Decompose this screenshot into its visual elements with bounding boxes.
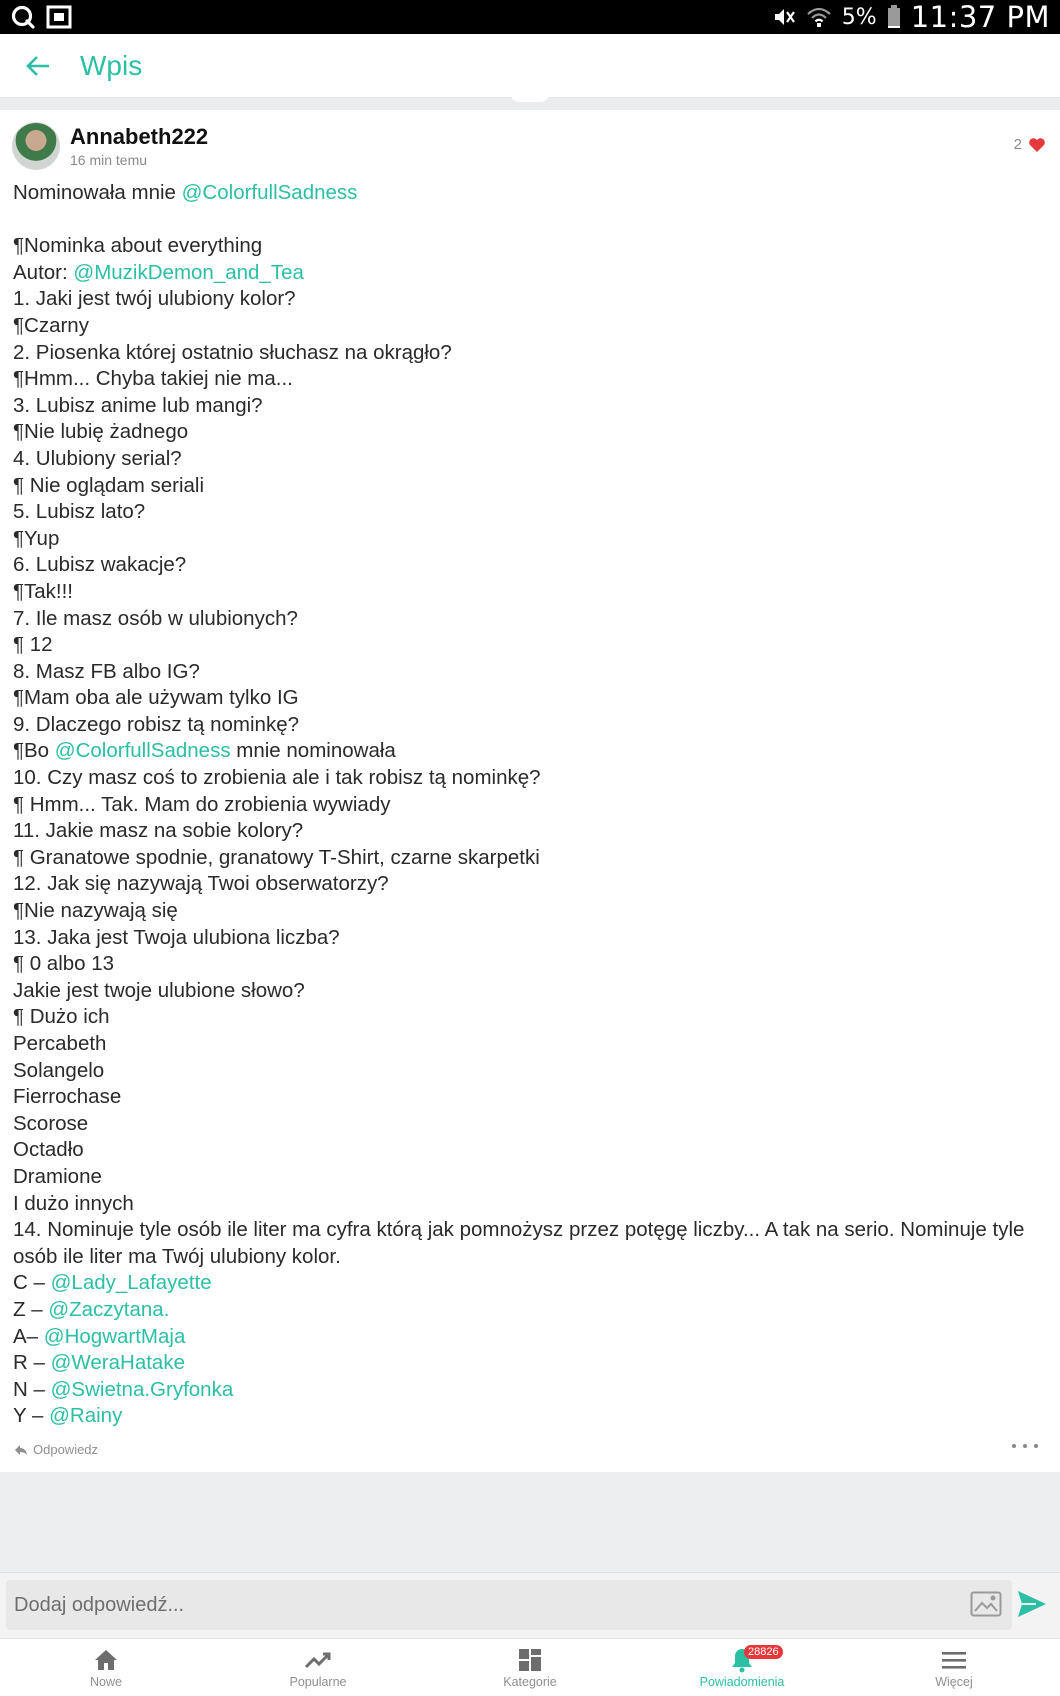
like-count: 2 xyxy=(1013,136,1022,153)
post-line xyxy=(13,871,1045,898)
user-mention-link[interactable]: @Lady_Lafayette xyxy=(50,1271,212,1295)
post-text: Octadło xyxy=(13,1138,84,1162)
reply-icon xyxy=(14,1444,28,1456)
post-line xyxy=(13,765,1045,792)
post-line xyxy=(13,978,1045,1005)
post-text: 8. Masz FB albo IG? xyxy=(13,659,200,683)
post-line xyxy=(13,552,1045,579)
post-text: 12. Jak się nazywają Twoi obserwatorzy? xyxy=(13,872,389,896)
user-mention-link[interactable]: @HogwartMaja xyxy=(43,1324,186,1348)
reply-input[interactable] xyxy=(6,1580,1012,1630)
nav-item-kategorie[interactable] xyxy=(424,1639,636,1696)
post-line xyxy=(13,1377,1045,1404)
like-button[interactable] xyxy=(1014,136,1046,153)
post-line xyxy=(13,1031,1045,1058)
post-text: ¶Czarny xyxy=(13,313,89,337)
post-line xyxy=(13,1004,1045,1031)
send-icon[interactable] xyxy=(1016,1589,1048,1619)
mute-icon xyxy=(772,6,796,28)
home-icon xyxy=(93,1648,119,1672)
post-line xyxy=(13,1297,1045,1324)
post-line xyxy=(13,606,1045,633)
post-line xyxy=(13,446,1045,473)
user-mention-link[interactable]: @Swietna.Gryfonka xyxy=(50,1377,234,1401)
post-line xyxy=(13,1350,1045,1377)
nav-label: Kategorie xyxy=(503,1674,557,1689)
dot-icon xyxy=(1034,1444,1038,1448)
post-text: 2. Piosenka której ostatnio słuchasz na okrągło? xyxy=(13,340,452,364)
user-mention-link[interactable]: @WeraHatake xyxy=(50,1351,185,1375)
screenshot-app-icon xyxy=(46,5,72,29)
post-text: Y – xyxy=(13,1404,50,1428)
heart-icon xyxy=(1028,137,1046,153)
dot-icon xyxy=(1012,1444,1016,1448)
post-text: Nominowała mnie xyxy=(13,181,182,204)
post-header xyxy=(12,122,1048,172)
post-text: ¶Nie lubię żadnego xyxy=(13,420,189,444)
post-line xyxy=(13,260,1045,287)
menu-icon xyxy=(941,1650,967,1670)
post-line xyxy=(13,1111,1045,1138)
post-text: ¶Bo xyxy=(13,739,55,763)
post-line xyxy=(13,1084,1045,1111)
post-line xyxy=(13,419,1045,446)
post-text: Solangelo xyxy=(13,1058,105,1082)
post-line xyxy=(13,738,1045,765)
dot-icon xyxy=(1023,1444,1027,1448)
wifi-icon xyxy=(806,6,832,28)
post-line xyxy=(13,632,1045,659)
post-text: Dramione xyxy=(13,1164,102,1188)
post-line xyxy=(13,1324,1045,1351)
nav-item-wiecej[interactable] xyxy=(848,1639,1060,1696)
post-text: ¶Tak!!! xyxy=(13,579,73,603)
post-line xyxy=(13,845,1045,872)
post-line xyxy=(13,685,1045,712)
post-text: C – xyxy=(13,1271,51,1295)
post-text: 1. Jaki jest twój ulubiony kolor? xyxy=(13,287,296,311)
post-text: Autor: xyxy=(13,260,74,284)
post-line xyxy=(13,792,1045,819)
post-body xyxy=(13,180,1045,1430)
empty-replies-area xyxy=(0,1472,1060,1572)
post-line xyxy=(13,579,1045,606)
grid-icon xyxy=(518,1648,542,1672)
post-text: ¶ Nie oglądam seriali xyxy=(13,473,205,497)
user-mention-link[interactable]: @Zaczytana. xyxy=(48,1297,170,1321)
post-line xyxy=(13,925,1045,952)
post-text: ¶Mam oba ale używam tylko IG xyxy=(13,686,299,710)
post-text: N – xyxy=(13,1377,51,1401)
nav-item-powiadomienia[interactable] xyxy=(636,1639,848,1696)
post-text: Scorose xyxy=(13,1111,89,1135)
post-line xyxy=(13,526,1045,553)
post-text: ¶Nie nazywają się xyxy=(13,899,178,923)
arrow-left-icon xyxy=(25,54,51,78)
post-text: 10. Czy masz coś to zrobienia ale i tak robisz tą nominkę? xyxy=(13,766,541,790)
post-text: R – xyxy=(13,1351,51,1375)
post-line xyxy=(13,499,1045,526)
post-line xyxy=(13,286,1045,313)
post-line xyxy=(13,1137,1045,1164)
post-text: 6. Lubisz wakacje? xyxy=(13,553,187,577)
post-line xyxy=(13,1270,1045,1297)
post-text: ¶ 12 xyxy=(13,633,53,657)
post-text: I dużo innych xyxy=(13,1191,134,1215)
post-text: 7. Ile masz osób w ulubionych? xyxy=(13,606,298,630)
status-clock: 11:37 PM xyxy=(910,0,1050,34)
post-text: 14. Nominuje tyle osób ile liter ma cyfra którą jak pomnożysz przez potęgę liczby... A tak na serio. Nominuje tyle osób ile liter ma Twój ulubiony kolor. xyxy=(13,1218,1031,1268)
post-text: 5. Lubisz lato? xyxy=(13,500,146,524)
post-line xyxy=(13,313,1045,340)
pull-indicator xyxy=(510,92,550,102)
notification-badge: 28826 xyxy=(744,1645,783,1659)
post-text: Z – xyxy=(13,1297,49,1321)
post-line xyxy=(13,898,1045,925)
avatar[interactable] xyxy=(12,122,60,170)
post-line xyxy=(13,233,1045,260)
post-line xyxy=(13,1058,1045,1085)
post-line xyxy=(13,1217,1045,1270)
post-timestamp: 16 min temu xyxy=(70,152,148,168)
trending-icon xyxy=(304,1649,332,1671)
user-mention-link[interactable]: @ColorfullSadness xyxy=(181,181,358,204)
post-text: ¶Hmm... Chyba takiej nie ma... xyxy=(13,367,293,391)
image-attach-icon[interactable] xyxy=(970,1591,1002,1617)
nav-label: Więcej xyxy=(935,1674,973,1689)
status-right xyxy=(772,0,1050,34)
user-mention-link[interactable]: @ColorfullSadness xyxy=(54,739,231,763)
page-title: Wpis xyxy=(80,49,143,81)
post-line xyxy=(13,1403,1045,1430)
app-bar xyxy=(0,34,1060,98)
battery-percent: 5% xyxy=(841,4,877,30)
post-line xyxy=(13,180,1045,207)
post-text: ¶ 0 albo 13 xyxy=(13,952,115,976)
post-text: 13. Jaka jest Twoja ulubiona liczba? xyxy=(13,925,340,949)
post-text: 9. Dlaczego robisz tą nominkę? xyxy=(13,712,300,736)
battery-icon xyxy=(887,5,901,29)
author-name[interactable]: Annabeth222 xyxy=(70,124,209,149)
post-line xyxy=(13,340,1045,367)
status-left xyxy=(10,4,72,30)
post-text: ¶ Granatowe spodnie, granatowy T-Shirt, czarne skarpetki xyxy=(13,845,540,869)
post-line xyxy=(13,712,1045,739)
post-line xyxy=(13,1164,1045,1191)
bottom-navigation xyxy=(0,1638,1060,1696)
post-line xyxy=(13,393,1045,420)
nav-label: Popularne xyxy=(289,1674,347,1689)
nav-label: Powiadomienia xyxy=(699,1674,785,1689)
post-line xyxy=(13,473,1045,500)
more-options-button[interactable] xyxy=(1012,1436,1038,1456)
nav-item-popularne[interactable] xyxy=(212,1639,424,1696)
post-text: mnie nominowała xyxy=(230,739,396,763)
search-app-icon xyxy=(10,4,36,30)
post-text: ¶ Dużo ich xyxy=(13,1005,110,1029)
post-card xyxy=(0,110,1060,1472)
post-text: Fierrochase xyxy=(13,1085,122,1109)
post-text: ¶Nominka about everything xyxy=(13,234,263,258)
post-line xyxy=(13,366,1045,393)
post-text: Jakie jest twoje ulubione słowo? xyxy=(13,978,305,1002)
user-mention-link[interactable]: @MuzikDemon_and_Tea xyxy=(73,260,304,284)
post-line xyxy=(13,659,1045,686)
post-text: 4. Ulubiony serial? xyxy=(13,446,182,470)
post-text: Percabeth xyxy=(13,1032,107,1055)
post-text: ¶Yup xyxy=(13,526,60,550)
nav-label: Nowe xyxy=(90,1674,122,1689)
post-text: 3. Lubisz anime lub mangi? xyxy=(13,393,263,417)
reply-composer xyxy=(0,1572,1060,1638)
nav-item-nowe[interactable] xyxy=(0,1639,212,1696)
post-text: ¶ Hmm... Tak. Mam do zrobienia wywiady xyxy=(13,792,391,816)
reply-button[interactable] xyxy=(14,1442,98,1457)
post-text: A– xyxy=(13,1324,44,1348)
user-mention-link[interactable]: @Rainy xyxy=(49,1404,123,1428)
post-line xyxy=(13,1191,1045,1218)
post-line xyxy=(13,207,1045,234)
reply-label: Odpowiedz xyxy=(33,1442,99,1457)
post-line xyxy=(13,818,1045,845)
status-bar xyxy=(0,0,1060,34)
post-line xyxy=(13,951,1045,978)
post-text: 11. Jakie masz na sobie kolory? xyxy=(13,819,304,843)
back-button[interactable] xyxy=(0,34,76,98)
